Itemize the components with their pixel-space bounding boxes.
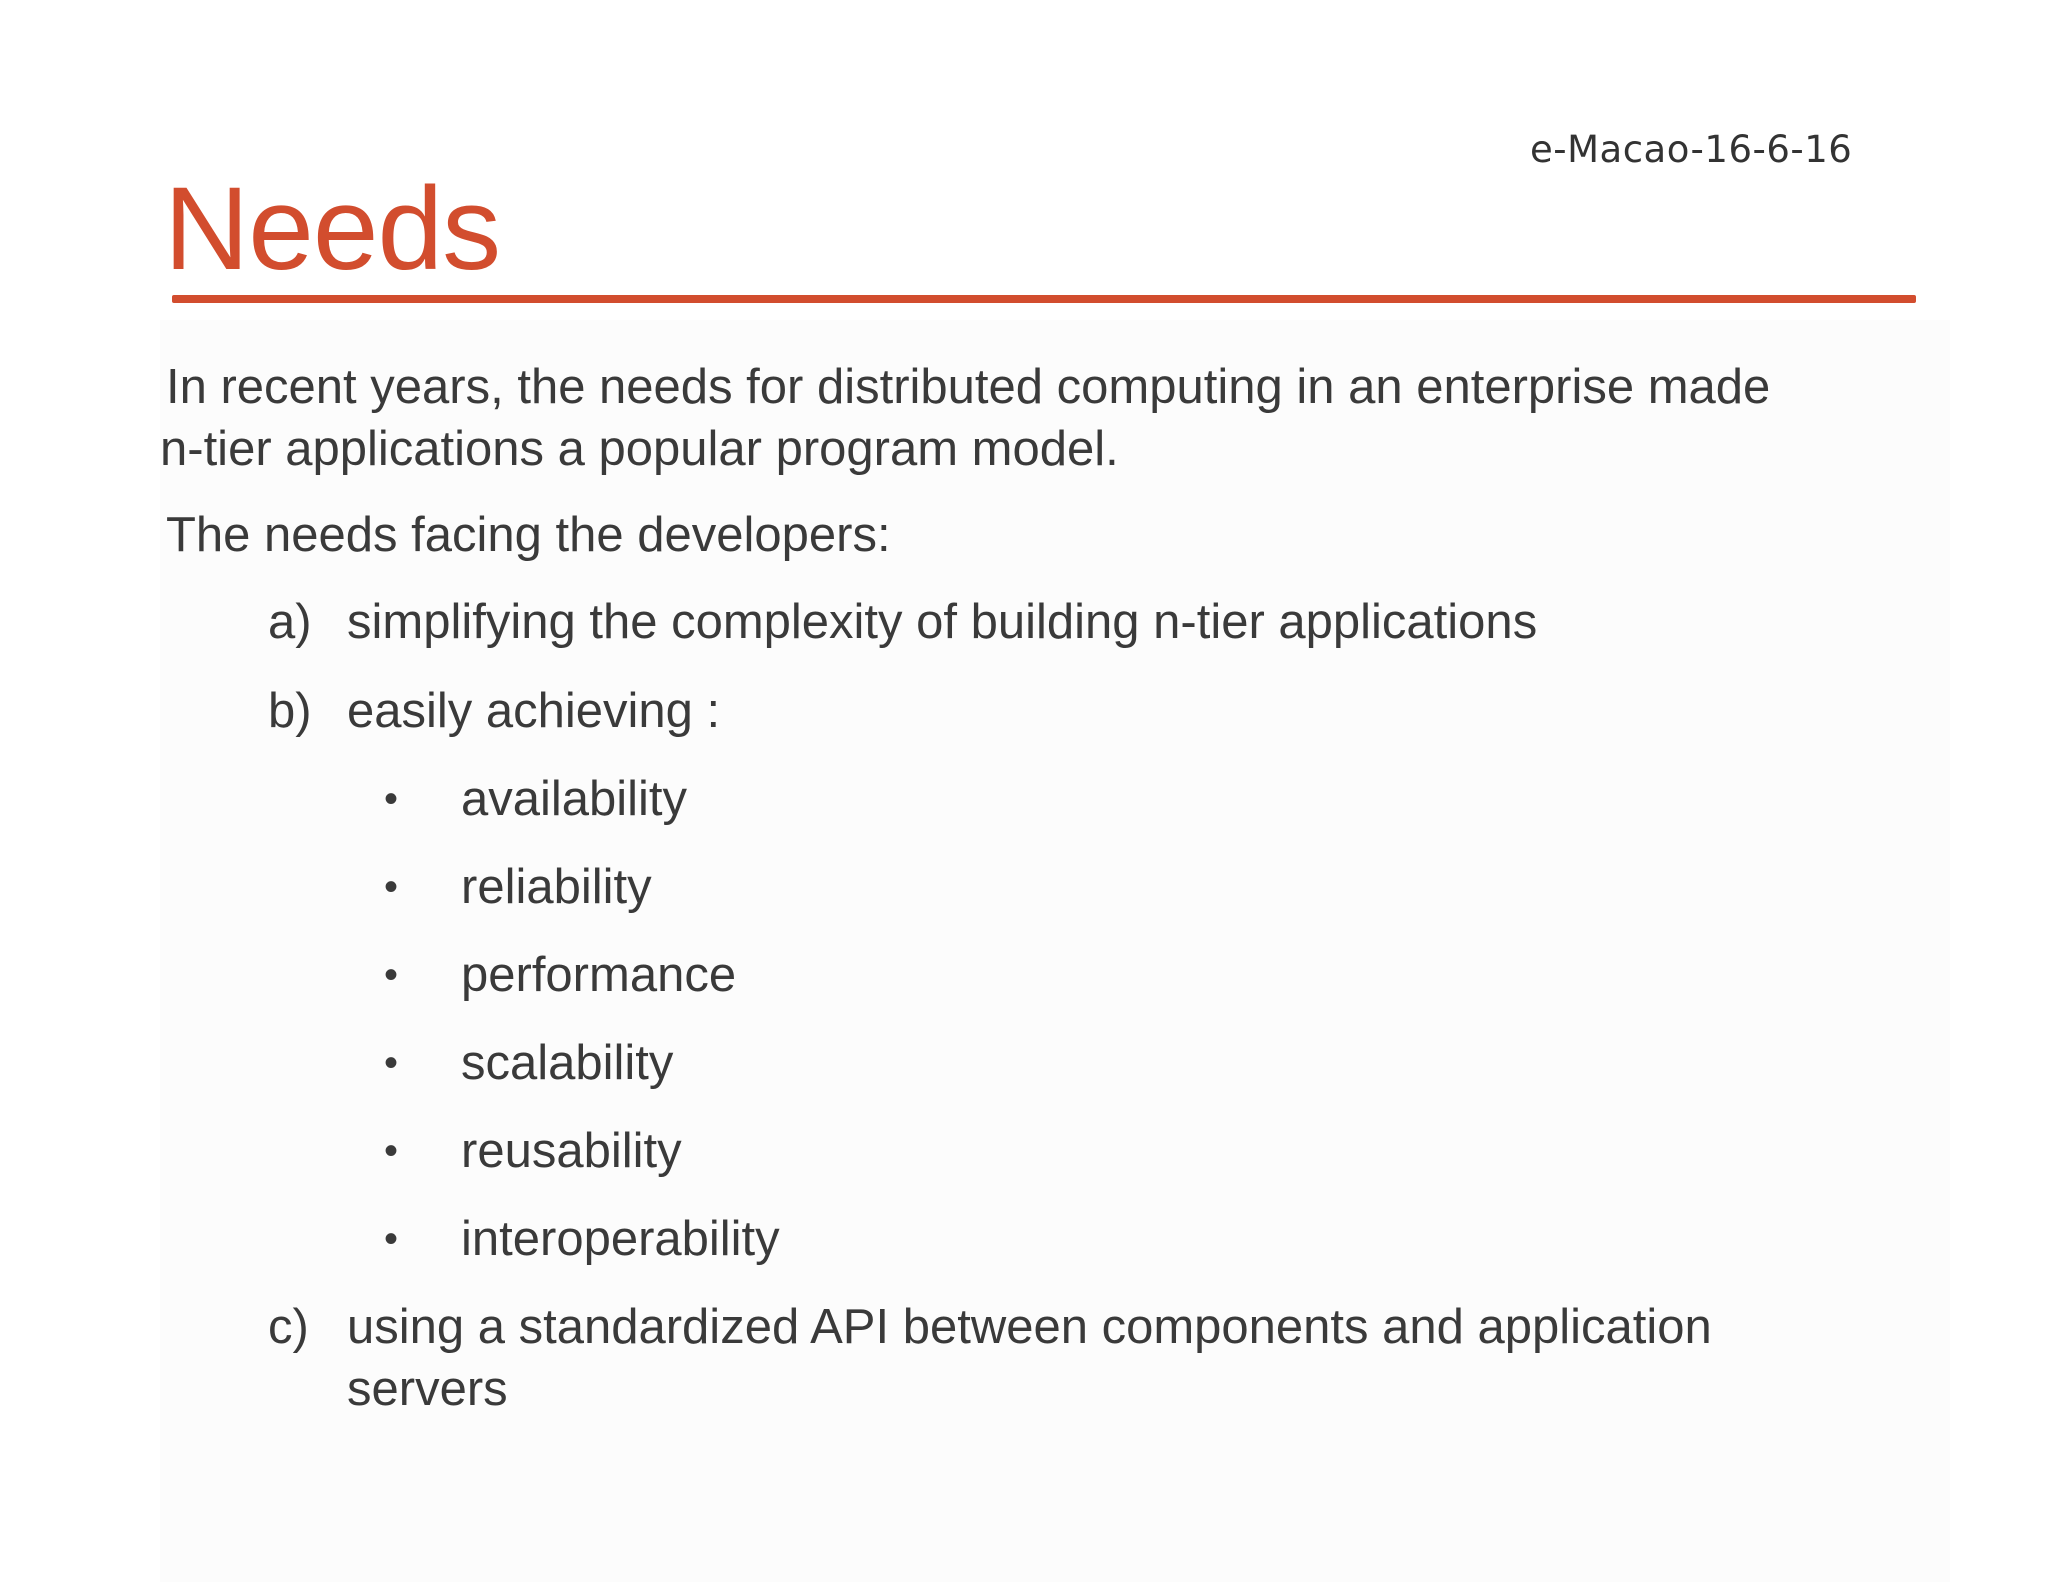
item-a-text: simplifying the complexity of building n-tier applications xyxy=(347,595,1538,649)
sub-item-scalability: scalability xyxy=(461,1036,674,1090)
sub-item-reliability: reliability xyxy=(461,860,652,914)
sub-item-interoperability: interoperability xyxy=(461,1212,780,1266)
item-b-text: easily achieving : xyxy=(347,684,721,738)
title-underline xyxy=(172,295,1916,303)
intro-line-2: n-tier applications a popular program model. xyxy=(160,422,1119,476)
item-c-text-line-2: servers xyxy=(347,1362,508,1416)
item-a-marker: a) xyxy=(268,595,312,649)
intro-line-1: In recent years, the needs for distributed computing in an enterprise made xyxy=(166,360,1771,414)
sub-item-performance: performance xyxy=(461,948,737,1002)
bullet-icon: • xyxy=(384,777,399,821)
item-b-marker: b) xyxy=(268,684,312,738)
bullet-icon: • xyxy=(384,1041,399,1085)
item-c-marker: c) xyxy=(268,1300,309,1354)
document-id: e-Macao-16-6-16 xyxy=(1530,128,1853,171)
item-c-text-line-1: using a standardized API between components and application xyxy=(347,1300,1712,1354)
sub-item-availability: availability xyxy=(461,772,688,826)
slide-title: Needs xyxy=(164,163,501,295)
sub-item-reusability: reusability xyxy=(461,1124,682,1178)
lead-text: The needs facing the developers: xyxy=(166,508,891,562)
bullet-icon: • xyxy=(384,953,399,997)
bullet-icon: • xyxy=(384,865,399,909)
bullet-icon: • xyxy=(384,1217,399,1261)
bullet-icon: • xyxy=(384,1129,399,1173)
